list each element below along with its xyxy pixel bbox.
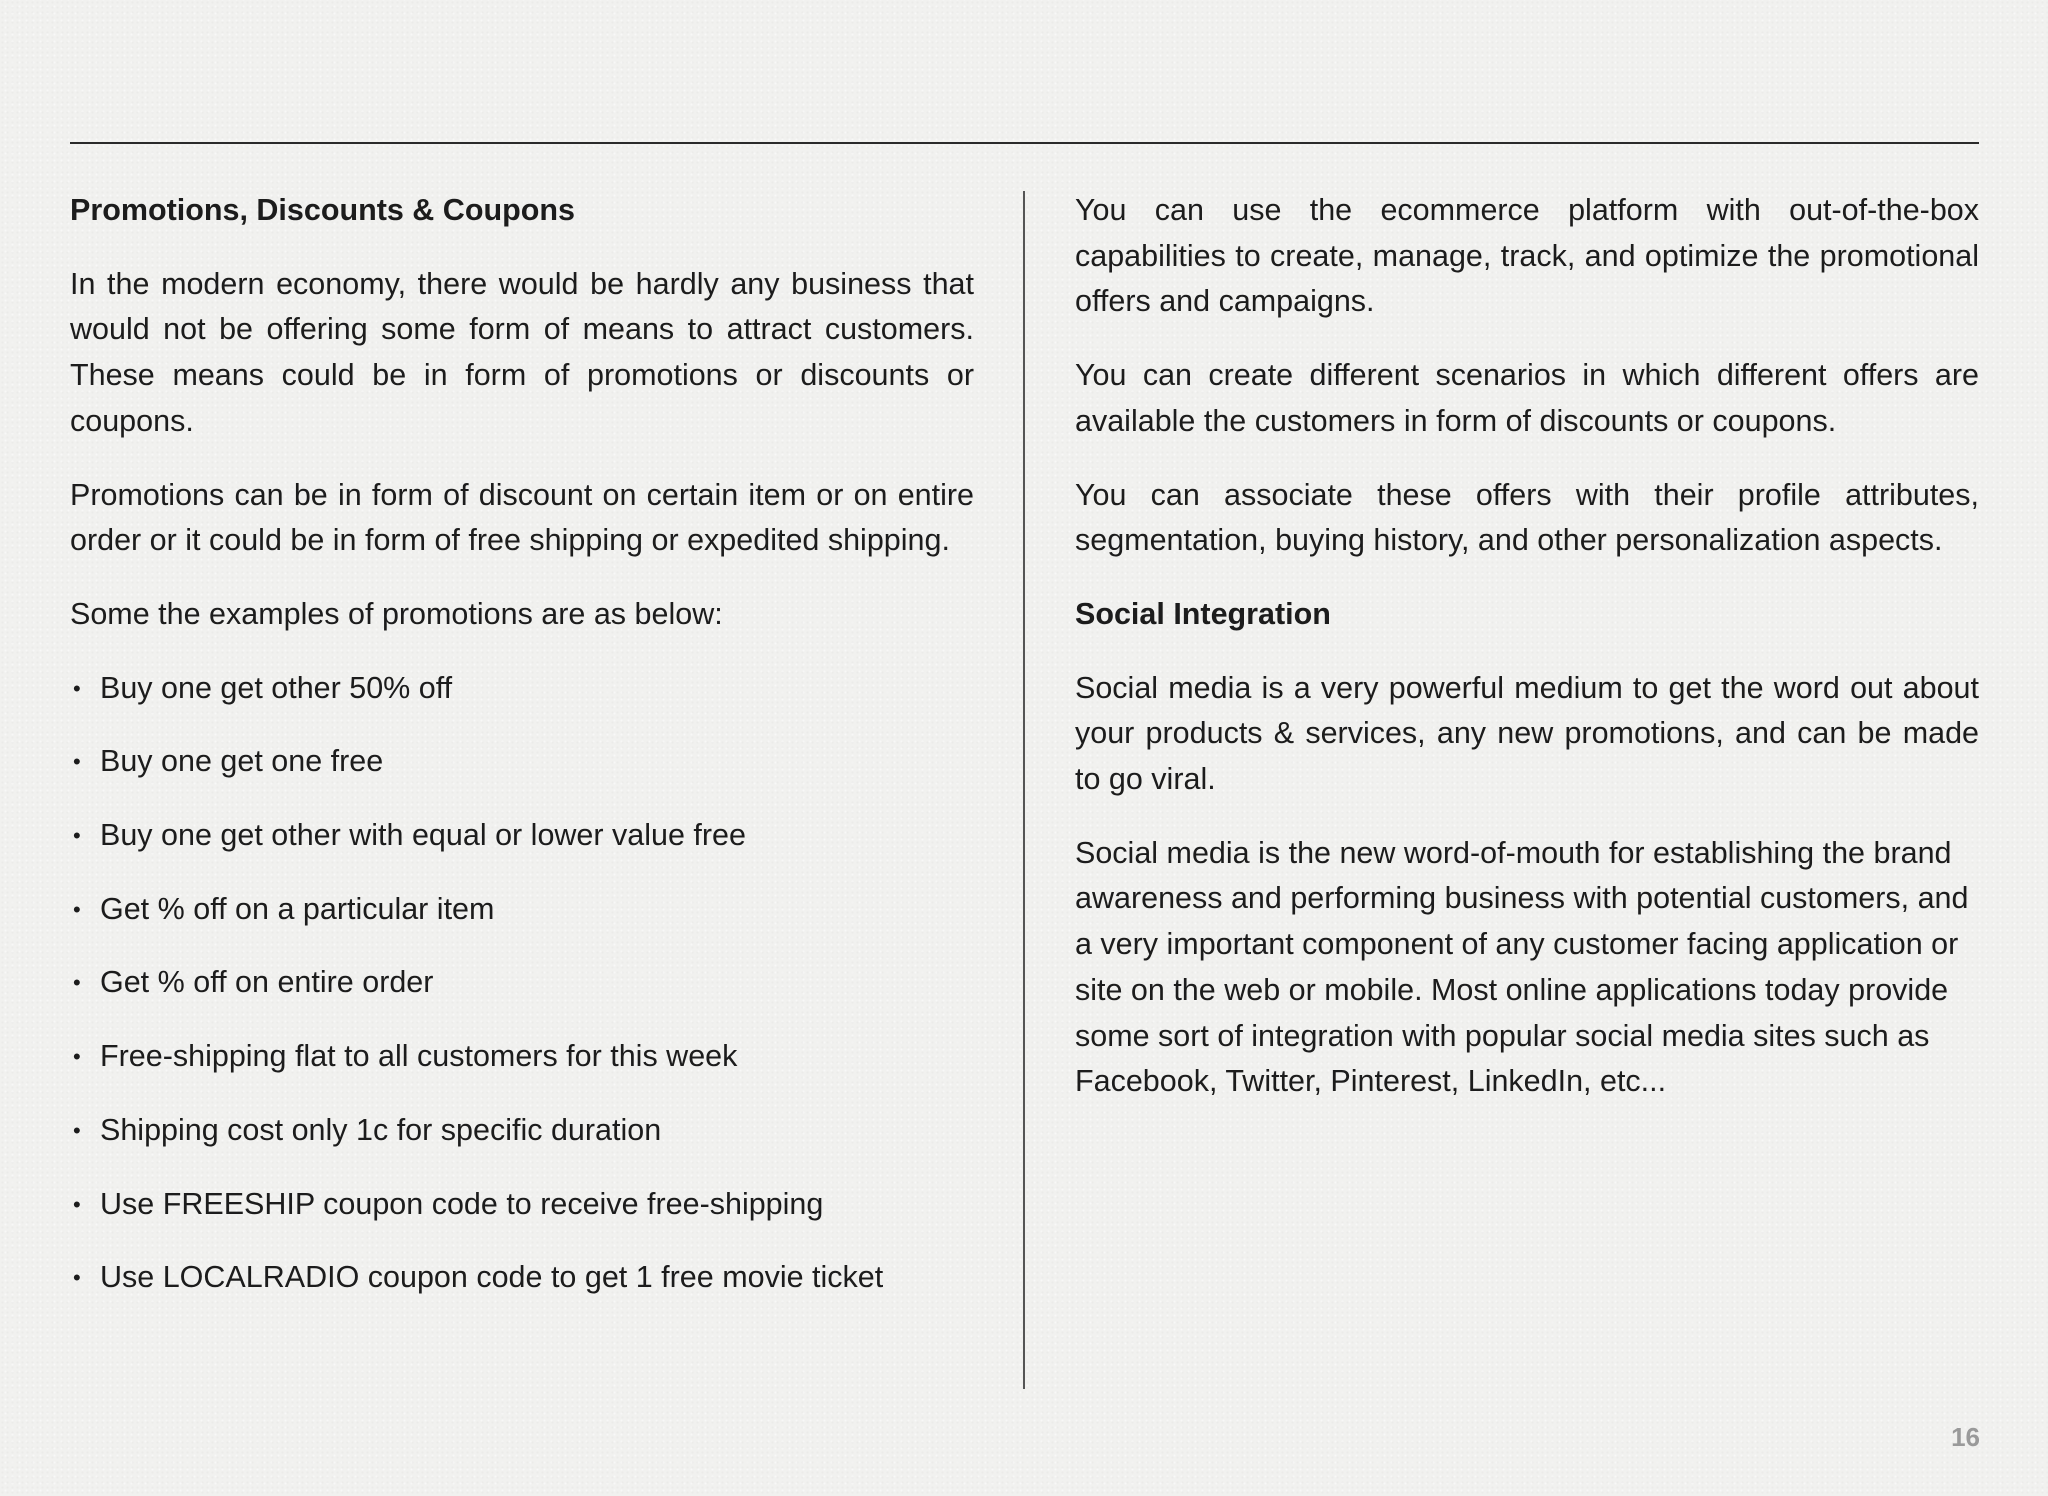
bullet-icon: • — [73, 749, 81, 775]
list-item — [70, 960, 974, 1006]
list-item-text: Use FREESHIP coupon code to receive free-shipping — [100, 1186, 824, 1221]
promotion-examples-list — [70, 666, 974, 1301]
page-number: 16 — [1951, 1422, 1980, 1452]
bullet-icon: • — [73, 1191, 81, 1217]
list-item — [70, 1255, 974, 1301]
list-item — [70, 1108, 974, 1154]
paragraph-social-word-of-mouth: Social media is the new word-of-mouth for establishing the brand awareness and performing business with potential customers, and a very important component of any customer facing application or site on the web or mobile. Most online applications today provide some sort of integration with popular social media sites such as Facebook, Twitter, Pinterest, LinkedIn, etc... — [1075, 835, 1969, 1099]
list-item-text: Use LOCALRADIO coupon code to get 1 free movie ticket — [100, 1260, 884, 1295]
list-item — [70, 1034, 974, 1080]
list-item — [70, 739, 974, 785]
paragraph-examples-intro: Some the examples of promotions are as below: — [70, 596, 723, 631]
bullet-icon: • — [73, 1265, 81, 1291]
list-item-text: Buy one get other with equal or lower value free — [100, 818, 746, 853]
list-item — [70, 813, 974, 859]
list-item-text: Buy one get one free — [100, 744, 384, 779]
bullet-icon: • — [73, 1117, 81, 1143]
list-item — [70, 666, 974, 712]
paragraph-modern-economy: In the modern economy, there would be hardly any business that would not be offering some form of means to attract customers. These means could be in form of promotions or discounts or coupons. — [70, 266, 974, 438]
section-heading-social: Social Integration — [1075, 596, 1331, 631]
bullet-icon: • — [73, 823, 81, 849]
bullet-icon: • — [73, 675, 81, 701]
list-item — [70, 1182, 974, 1228]
paragraph-promotion-forms: Promotions can be in form of discount on certain item or on entire order or it could be in form of free shipping or expedited shipping. — [70, 477, 974, 558]
paragraph-offer-scenarios: You can create different scenarios in which different offers are available the customers in form of discounts or coupons. — [1075, 358, 1979, 438]
bullet-icon: • — [73, 896, 81, 922]
top-rule — [70, 142, 1979, 144]
list-item-text: Get % off on a particular item — [100, 891, 495, 926]
paragraph-personalization: You can associate these offers with their profile attributes, segmentation, buying history, and other personalization aspects. — [1075, 477, 1979, 558]
bullet-icon: • — [73, 970, 81, 996]
bullet-icon: • — [73, 1044, 81, 1070]
right-column — [1075, 188, 1979, 1105]
paragraph-social-medium: Social media is a very powerful medium to get the word out about your products & services, any new promotions, and can be made to go viral. — [1075, 670, 1979, 797]
list-item-text: Get % off on entire order — [100, 965, 434, 1000]
list-item-text: Shipping cost only 1c for specific duration — [100, 1112, 662, 1147]
paragraph-platform-capabilities: You can use the ecommerce platform with out-of-the-box capabilities to create, manage, track, and optimize the promotional offers and campaigns. — [1075, 193, 1979, 319]
list-item-text: Buy one get other 50% off — [100, 670, 453, 705]
list-item-text: Free-shipping flat to all customers for this week — [100, 1039, 738, 1074]
section-heading-promotions: Promotions, Discounts & Coupons — [70, 193, 575, 227]
list-item — [70, 887, 974, 933]
left-column — [70, 188, 974, 1329]
column-divider — [1023, 191, 1025, 1389]
